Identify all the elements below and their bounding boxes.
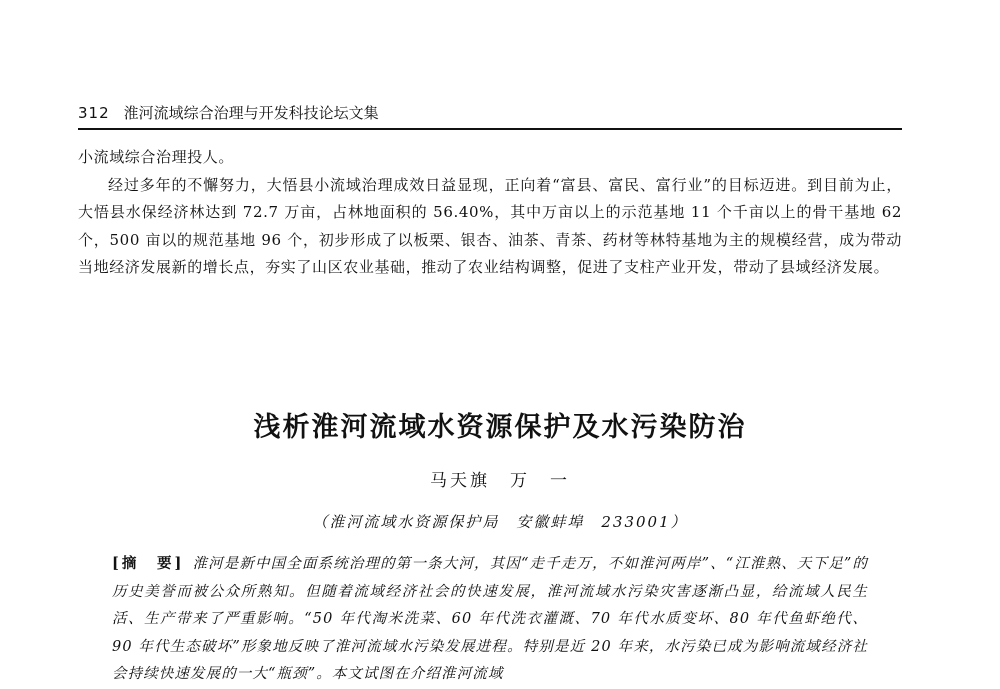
- paragraph: 小流域综合治理投人。: [78, 148, 235, 166]
- article-authors: 马天旗 万 一: [430, 471, 570, 491]
- abstract-text: 淮河是新中国全面系统治理的第一条大河，其因“走千走万，不如淮河两岸”、“江淮熟、天下足”的历史美誉而被公众所熟知。但随着流域经济社会的快速发展，淮河流域水污染灾害逐渐凸显，给流域人民生活、生产带来了严重影响。“50 年代淘米洗菜、60 年代洗衣灌溉、70 年代水质变坏、80 年代鱼虾绝代、90 年代生态破坏”形象地反映了淮河流域水污染发展进程。特别是近 20 年来，水污染已成为影响流域经济社会持续快速发展的一大“瓶颈”。本文试图在介绍淮河流域: [112, 556, 868, 683]
- abstract-label: [摘 要]: [112, 555, 185, 572]
- abstract: [112, 550, 868, 689]
- paragraph: 经过多年的不懈努力，大悟县小流域治理成效日益显现，正向着“富县、富民、富行业”的目标迈进。到目前为止，大悟县水保经济林达到 72.7 万亩，占林地面积的 56.40%，其中万亩以上的示范基地 11 个千亩以上的骨干基地 62 个，500 亩以的规范基地 96 个，初步形成了以板栗、银杏、油茶、青茶、药材等林特基地为主的规模经营，成为带动当地经济发展新的增长点，夯实了山区农业基础，推动了农业结构调整，促进了支柱产业开发，带动了县域经济发展。: [78, 175, 902, 277]
- book-title: 淮河流域综合治理与开发科技论坛文集: [123, 104, 379, 122]
- running-header: [78, 100, 902, 126]
- header-rule: [78, 128, 902, 130]
- page-number: 312: [78, 104, 110, 122]
- article-title: 浅析淮河流域水资源保护及水污染防治: [253, 412, 747, 443]
- previous-article-text: [78, 144, 902, 282]
- article-affiliation: （淮河流域水资源保护局 安徽蚌埠 233001）: [312, 513, 688, 531]
